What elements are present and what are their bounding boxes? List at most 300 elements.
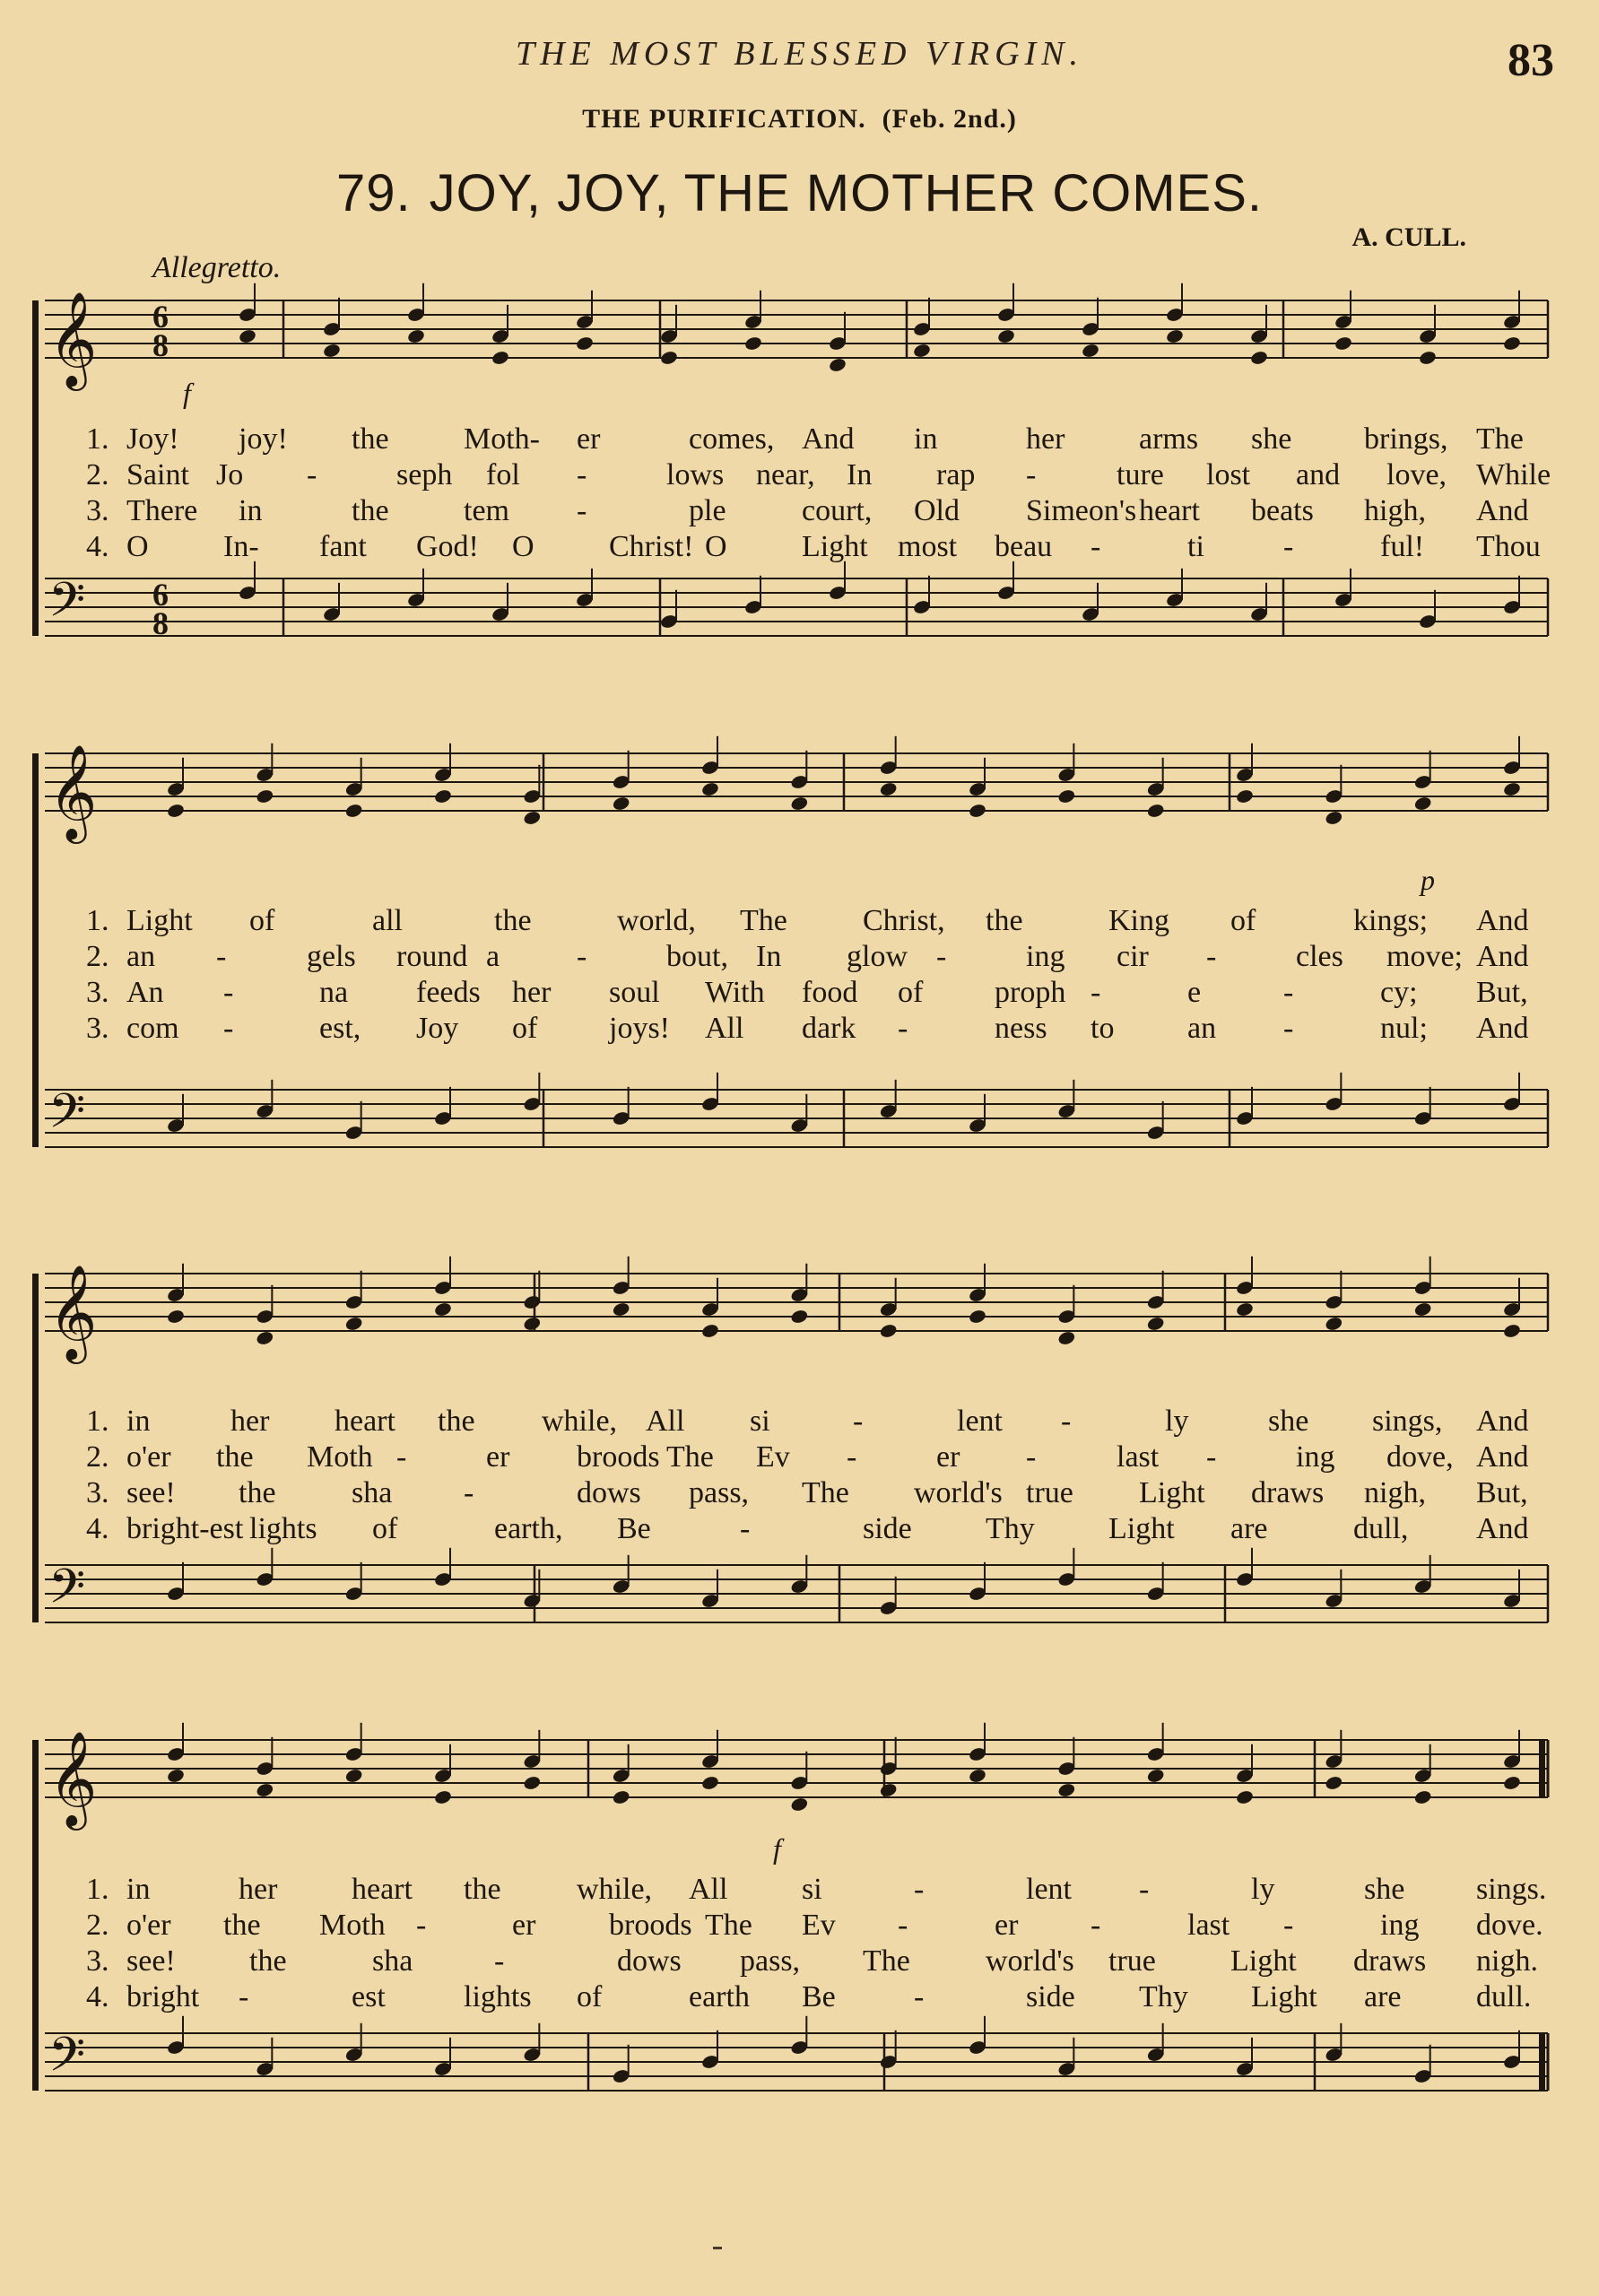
note-head xyxy=(1502,335,1521,352)
bass-clef-icon: 𝄢 xyxy=(48,2028,86,2094)
verse-number: 2. xyxy=(86,1440,109,1474)
lyric-line xyxy=(32,1511,1557,1547)
page-number: 83 xyxy=(1508,35,1554,86)
lyric-syllable: she xyxy=(1251,422,1292,456)
lyric-syllable: seph xyxy=(396,458,453,491)
note-head xyxy=(1146,803,1165,819)
lyric-syllable: true xyxy=(1108,1944,1156,1978)
lyric-syllable: Moth xyxy=(307,1440,373,1474)
music-system-2 xyxy=(32,731,1557,1197)
lyric-syllable: - xyxy=(216,940,227,973)
lyric-syllable: - xyxy=(223,976,234,1009)
lyric-syllable: Light xyxy=(1230,1944,1297,1978)
lyric-syllable: All xyxy=(646,1405,685,1438)
lyric-syllable: Moth- xyxy=(464,422,540,456)
hymn-title xyxy=(0,163,1599,223)
lyric-syllable: while, xyxy=(542,1405,618,1438)
lyric-syllable: est xyxy=(352,1980,386,2013)
lyric-syllable: move; xyxy=(1386,940,1463,973)
note-head xyxy=(1165,328,1184,344)
lyric-syllable: of xyxy=(577,1980,603,2013)
verse-number: 4. xyxy=(86,1512,109,1545)
lyrics-block xyxy=(32,903,1557,1047)
lyric-syllable: - xyxy=(914,1980,925,2013)
lyric-syllable: - xyxy=(494,1944,505,1978)
lyric-syllable: cles xyxy=(1296,940,1343,973)
lyric-syllable: of xyxy=(898,976,924,1009)
dynamic-marking: p xyxy=(1421,864,1435,896)
lyrics-block xyxy=(32,1872,1557,2015)
lyric-syllable: er xyxy=(577,422,601,456)
note-head xyxy=(1413,1301,1432,1318)
lyric-syllable: Light xyxy=(126,904,193,937)
lyric-syllable: the xyxy=(464,1873,501,1906)
lyric-syllable: are xyxy=(1230,1512,1268,1545)
note-head xyxy=(433,788,452,804)
note-head xyxy=(700,781,719,797)
note-head xyxy=(790,796,809,812)
note-head xyxy=(700,1323,719,1339)
note-head xyxy=(1334,335,1352,352)
note-head xyxy=(743,335,762,352)
bass-clef-icon: 𝄢 xyxy=(48,1560,86,1626)
lyric-line xyxy=(32,1011,1557,1047)
lyric-syllable: while, xyxy=(577,1873,653,1906)
lyric-syllable: nul; xyxy=(1380,1012,1428,1045)
note-head xyxy=(1325,1775,1343,1791)
lyric-syllable: And xyxy=(802,422,855,456)
lyric-syllable: bout, xyxy=(666,940,728,973)
note-head xyxy=(968,1309,986,1325)
lyric-syllable: ness xyxy=(995,1012,1047,1045)
lyric-line xyxy=(32,493,1557,529)
lyric-syllable: the xyxy=(249,1944,287,1978)
lyric-syllable: - xyxy=(914,1873,925,1906)
note-head xyxy=(790,1796,809,1813)
lyric-syllable: There xyxy=(126,494,198,527)
time-signature-bottom: 8 xyxy=(152,327,169,363)
lyric-syllable: comes, xyxy=(689,422,775,456)
hymn-title-text: JOY, JOY, THE MOTHER COMES. xyxy=(429,164,1264,222)
verse-number: 1. xyxy=(86,904,109,937)
lyric-syllable: she xyxy=(1364,1873,1405,1906)
note-head xyxy=(1057,1330,1076,1346)
lyric-syllable: - xyxy=(416,1909,427,1942)
lyric-line xyxy=(32,1872,1557,1908)
section-name: THE PURIFICATION. xyxy=(582,104,866,134)
lyric-syllable: of xyxy=(512,1012,538,1045)
lyric-syllable: - xyxy=(464,1476,474,1509)
lyric-syllable: And xyxy=(1476,904,1529,937)
lyric-line xyxy=(32,422,1557,457)
lyric-syllable: com xyxy=(126,1012,179,1045)
lyric-syllable: her xyxy=(1026,422,1065,456)
note-head xyxy=(1249,350,1268,366)
lyric-syllable: o'er xyxy=(126,1440,171,1474)
lyric-syllable: heart xyxy=(335,1405,395,1438)
lyric-line xyxy=(32,529,1557,565)
lyric-syllable: All xyxy=(689,1873,728,1906)
lyric-syllable: o'er xyxy=(126,1909,171,1942)
lyric-syllable: - xyxy=(1283,1012,1294,1045)
lyric-syllable: Be xyxy=(617,1512,651,1545)
lyric-syllable: God! xyxy=(416,530,479,563)
note-head xyxy=(344,803,363,819)
lyric-syllable: The xyxy=(1476,422,1524,456)
note-head xyxy=(575,335,594,352)
lyric-syllable: e xyxy=(1187,976,1202,1009)
lyric-syllable: side xyxy=(1026,1980,1075,2013)
lyric-syllable: high, xyxy=(1364,494,1426,527)
lyric-syllable: ful! xyxy=(1380,530,1425,563)
lyric-syllable: ti xyxy=(1187,530,1204,563)
lyric-syllable: last xyxy=(1187,1909,1230,1942)
page-header xyxy=(0,34,1599,88)
lyric-syllable: brings, xyxy=(1364,422,1448,456)
lyric-syllable: world's xyxy=(986,1944,1074,1978)
lyric-syllable: a xyxy=(486,940,500,973)
lyric-syllable: joy! xyxy=(239,422,288,456)
footer-mark xyxy=(713,2247,722,2249)
verse-number: 3. xyxy=(86,1012,109,1045)
lyric-syllable: All xyxy=(705,1012,744,1045)
lyric-syllable: er xyxy=(512,1909,536,1942)
lyric-syllable: lights xyxy=(249,1512,317,1545)
composer: A. CULL. xyxy=(1351,222,1466,252)
lyric-syllable: - xyxy=(396,1440,407,1474)
lyric-syllable: Jo xyxy=(216,458,244,491)
lyric-syllable: Light xyxy=(802,530,868,563)
note-head xyxy=(166,1768,185,1784)
lyric-syllable: ly xyxy=(1251,1873,1275,1906)
lyric-syllable: O xyxy=(512,530,534,563)
lyric-syllable: sha xyxy=(352,1476,393,1509)
lyric-syllable: nigh, xyxy=(1364,1476,1426,1509)
note-head xyxy=(996,328,1015,344)
lyric-syllable: ing xyxy=(1296,1440,1335,1474)
lyric-syllable: And xyxy=(1476,1012,1529,1045)
lyric-syllable: dove, xyxy=(1386,1440,1454,1474)
note-head xyxy=(523,810,542,826)
lyric-syllable: see! xyxy=(126,1944,176,1978)
lyric-line xyxy=(32,1944,1557,1979)
note-head xyxy=(344,1316,363,1332)
note-head xyxy=(968,803,986,819)
lyric-syllable: the xyxy=(223,1909,261,1942)
lyric-syllable: ple xyxy=(689,494,726,527)
lyric-syllable: er xyxy=(936,1440,960,1474)
lyric-syllable: na xyxy=(319,976,349,1009)
lyric-syllable: Ev xyxy=(756,1440,790,1474)
hymn-number: 79. xyxy=(335,164,412,222)
verse-number: 4. xyxy=(86,530,109,563)
note-head xyxy=(879,1323,898,1339)
time-signature-bottom: 8 xyxy=(152,605,169,641)
lyric-syllable: beats xyxy=(1251,494,1314,527)
lyric-line xyxy=(32,903,1557,939)
lyric-syllable: rap xyxy=(936,458,976,491)
lyric-syllable: But, xyxy=(1476,976,1528,1009)
lyric-line xyxy=(32,1908,1557,1944)
lyric-syllable: dull. xyxy=(1476,1980,1532,2013)
lyric-syllable: - xyxy=(853,1405,864,1438)
lyric-syllable: lows xyxy=(666,458,725,491)
lyric-syllable: gels xyxy=(307,940,356,973)
lyric-syllable: side xyxy=(863,1512,912,1545)
lyric-syllable: King xyxy=(1108,904,1169,937)
lyric-syllable: dows xyxy=(577,1476,641,1509)
lyric-syllable: While xyxy=(1476,458,1551,491)
lyric-syllable: near, xyxy=(756,458,815,491)
lyric-syllable: Saint xyxy=(126,458,189,491)
lyric-syllable: lent xyxy=(1026,1873,1072,1906)
verse-number: 3. xyxy=(86,1944,109,1978)
bass-clef-icon: 𝄢 xyxy=(48,1084,86,1151)
lyric-syllable: she xyxy=(1268,1405,1309,1438)
lyric-syllable: broods xyxy=(577,1440,660,1474)
lyric-syllable: And xyxy=(1476,494,1529,527)
lyric-line xyxy=(32,1404,1557,1439)
final-bar-line xyxy=(1539,2033,1545,2091)
lyric-line xyxy=(32,1979,1557,2015)
lyric-syllable: to xyxy=(1091,1012,1115,1045)
verse-number: 2. xyxy=(86,1909,109,1942)
verse-number: 4. xyxy=(86,1980,109,2013)
lyric-syllable: - xyxy=(577,494,587,527)
note-head xyxy=(523,1316,542,1332)
lyric-syllable: an xyxy=(1187,1012,1217,1045)
lyric-syllable: - xyxy=(307,458,317,491)
treble-clef-icon: 𝄞 xyxy=(48,1264,98,1360)
note-head xyxy=(344,1768,363,1784)
verse-number: 2. xyxy=(86,940,109,973)
lyric-syllable: - xyxy=(898,1909,908,1942)
lyric-syllable: lost xyxy=(1206,458,1251,491)
lyric-syllable: heart xyxy=(352,1873,413,1906)
lyric-syllable: all xyxy=(372,904,403,937)
lyric-syllable: world's xyxy=(914,1476,1003,1509)
lyric-syllable: of xyxy=(372,1512,398,1545)
lyric-syllable: arms xyxy=(1139,422,1199,456)
lyric-syllable: Be xyxy=(802,1980,836,2013)
lyric-syllable: her xyxy=(239,1873,278,1906)
lyric-syllable: er xyxy=(995,1909,1019,1942)
tempo-marking: Allegretto. xyxy=(152,251,282,284)
lyric-syllable: earth, xyxy=(494,1512,563,1545)
lyric-syllable: fol xyxy=(486,458,520,491)
lyric-syllable: est, xyxy=(319,1012,361,1045)
note-head xyxy=(879,1782,898,1798)
lyric-syllable: the xyxy=(438,1405,475,1438)
lyric-syllable: Old xyxy=(914,494,960,527)
lyric-syllable: - xyxy=(1026,1440,1037,1474)
note-head xyxy=(433,1789,452,1805)
lyric-syllable: Thou xyxy=(1476,530,1541,563)
time-signature-top: 6 xyxy=(152,577,169,613)
verse-number: 1. xyxy=(86,1873,109,1906)
verse-number: 1. xyxy=(86,422,109,456)
note-head xyxy=(523,1775,542,1791)
lyric-syllable: the xyxy=(352,494,389,527)
note-head xyxy=(433,1301,452,1318)
lyric-syllable: bright-est xyxy=(126,1512,244,1545)
lyric-syllable: her xyxy=(512,976,552,1009)
lyrics-block xyxy=(32,1404,1557,1547)
lyric-syllable: Thy xyxy=(1139,1980,1188,2013)
lyric-line xyxy=(32,939,1557,975)
lyric-syllable: broods xyxy=(609,1909,692,1942)
lyric-syllable: draws xyxy=(1251,1476,1325,1509)
lyric-syllable: Light xyxy=(1251,1980,1317,2013)
lyric-syllable: lent xyxy=(957,1405,1003,1438)
note-head xyxy=(256,1330,274,1346)
lyric-syllable: dows xyxy=(617,1944,682,1978)
lyric-syllable: - xyxy=(1091,530,1101,563)
lyric-line xyxy=(32,1439,1557,1475)
lyric-syllable: in xyxy=(239,494,263,527)
lyric-syllable: er xyxy=(486,1440,510,1474)
lyric-syllable: in xyxy=(126,1873,151,1906)
note-head xyxy=(1235,788,1254,804)
lyric-syllable: the xyxy=(239,1476,276,1509)
lyric-syllable: and xyxy=(1296,458,1341,491)
verse-number: 1. xyxy=(86,1405,109,1438)
verse-number: 3. xyxy=(86,1476,109,1509)
lyric-syllable: The xyxy=(740,904,787,937)
lyric-syllable: - xyxy=(847,1440,857,1474)
running-title: THE MOST BLESSED VIRGIN. xyxy=(515,35,1084,73)
lyric-syllable: The xyxy=(666,1440,714,1474)
lyric-line xyxy=(32,457,1557,493)
lyric-syllable: pass, xyxy=(740,1944,801,1978)
note-head xyxy=(612,1301,630,1318)
lyric-syllable: But, xyxy=(1476,1476,1528,1509)
lyric-syllable: joys! xyxy=(609,1012,670,1045)
lyric-syllable: sha xyxy=(372,1944,413,1978)
lyric-syllable: sings. xyxy=(1476,1873,1547,1906)
note-head xyxy=(1502,781,1521,797)
note-head xyxy=(1325,810,1343,826)
section-title xyxy=(0,104,1599,135)
lyric-syllable: her xyxy=(230,1405,270,1438)
lyric-syllable: ture xyxy=(1117,458,1164,491)
lyric-syllable: In xyxy=(756,940,782,973)
lyric-syllable: - xyxy=(1139,1873,1150,1906)
lyric-syllable: Moth xyxy=(319,1909,386,1942)
lyric-syllable: - xyxy=(740,1512,751,1545)
lyric-syllable: lights xyxy=(464,1980,532,2013)
note-head xyxy=(322,343,341,359)
note-head xyxy=(491,350,509,366)
lyric-syllable: are xyxy=(1364,1980,1402,2013)
lyric-syllable: world, xyxy=(617,904,696,937)
lyric-syllable: Light xyxy=(1139,1476,1205,1509)
lyric-syllable: - xyxy=(1283,530,1294,563)
note-head xyxy=(790,1309,809,1325)
lyric-syllable: The xyxy=(863,1944,910,1978)
lyric-syllable: ly xyxy=(1165,1405,1189,1438)
lyric-syllable: the xyxy=(986,904,1023,937)
lyric-syllable: - xyxy=(1061,1405,1072,1438)
lyric-syllable: - xyxy=(1091,976,1101,1009)
lyric-syllable: O xyxy=(126,530,149,563)
lyric-syllable: With xyxy=(705,976,765,1009)
lyric-syllable: And xyxy=(1476,1405,1529,1438)
note-head xyxy=(1057,1782,1076,1798)
lyric-syllable: And xyxy=(1476,940,1529,973)
lyric-syllable: cir xyxy=(1117,940,1149,973)
lyric-syllable: Ev xyxy=(802,1909,836,1942)
lyric-syllable: earth xyxy=(689,1980,750,2013)
verse-number: 3. xyxy=(86,494,109,527)
note-head xyxy=(828,357,847,373)
note-head xyxy=(1235,1789,1254,1805)
lyric-syllable: nigh. xyxy=(1476,1944,1538,1978)
lyric-syllable: - xyxy=(1206,1440,1217,1474)
lyric-syllable: Light xyxy=(1108,1512,1175,1545)
lyric-syllable: - xyxy=(577,940,587,973)
note-head xyxy=(1325,1316,1343,1332)
note-head xyxy=(1502,1775,1521,1791)
lyric-syllable: - xyxy=(1283,1909,1294,1942)
lyric-syllable: the xyxy=(352,422,389,456)
final-bar-line xyxy=(1539,1740,1545,1797)
note-head xyxy=(1146,1768,1165,1784)
lyric-syllable: the xyxy=(216,1440,254,1474)
lyric-syllable: glow xyxy=(847,940,908,973)
lyric-syllable: si xyxy=(750,1405,770,1438)
section-date: (Feb. 2nd.) xyxy=(882,104,1017,134)
note-head xyxy=(700,1775,719,1791)
dynamic-marking: f xyxy=(773,1832,781,1865)
lyric-syllable: And xyxy=(1476,1512,1529,1545)
lyric-syllable: the xyxy=(494,904,532,937)
lyric-syllable: beau xyxy=(995,530,1053,563)
lyric-syllable: An xyxy=(126,976,164,1009)
note-head xyxy=(612,1789,630,1805)
lyric-syllable: Christ! xyxy=(609,530,694,563)
note-head xyxy=(166,1309,185,1325)
lyric-syllable: ing xyxy=(1380,1909,1420,1942)
lyric-syllable: food xyxy=(802,976,858,1009)
lyric-syllable: In xyxy=(847,458,873,491)
lyric-line xyxy=(32,975,1557,1011)
verse-number: 3. xyxy=(86,976,109,1009)
lyric-syllable: dull, xyxy=(1353,1512,1409,1545)
lyric-syllable: In- xyxy=(223,530,259,563)
lyric-syllable: love, xyxy=(1386,458,1447,491)
note-head xyxy=(256,788,274,804)
lyric-syllable: Joy! xyxy=(126,422,179,456)
lyric-syllable: an xyxy=(126,940,156,973)
dynamic-marking: f xyxy=(183,377,191,409)
lyrics-block xyxy=(32,422,1557,565)
note-head xyxy=(612,796,630,812)
note-head xyxy=(256,1782,274,1798)
lyric-syllable: Thy xyxy=(986,1512,1035,1545)
lyric-syllable: of xyxy=(1230,904,1256,937)
lyric-syllable: last xyxy=(1117,1440,1160,1474)
lyric-syllable: Simeon's xyxy=(1026,494,1137,527)
note-head xyxy=(238,328,256,344)
lyric-syllable: Joy xyxy=(416,1012,459,1045)
lyric-syllable: - xyxy=(1091,1909,1101,1942)
lyric-syllable: of xyxy=(249,904,275,937)
note-head xyxy=(1413,796,1432,812)
lyric-syllable: fant xyxy=(319,530,367,563)
note-head xyxy=(406,328,425,344)
note-head xyxy=(659,350,678,366)
